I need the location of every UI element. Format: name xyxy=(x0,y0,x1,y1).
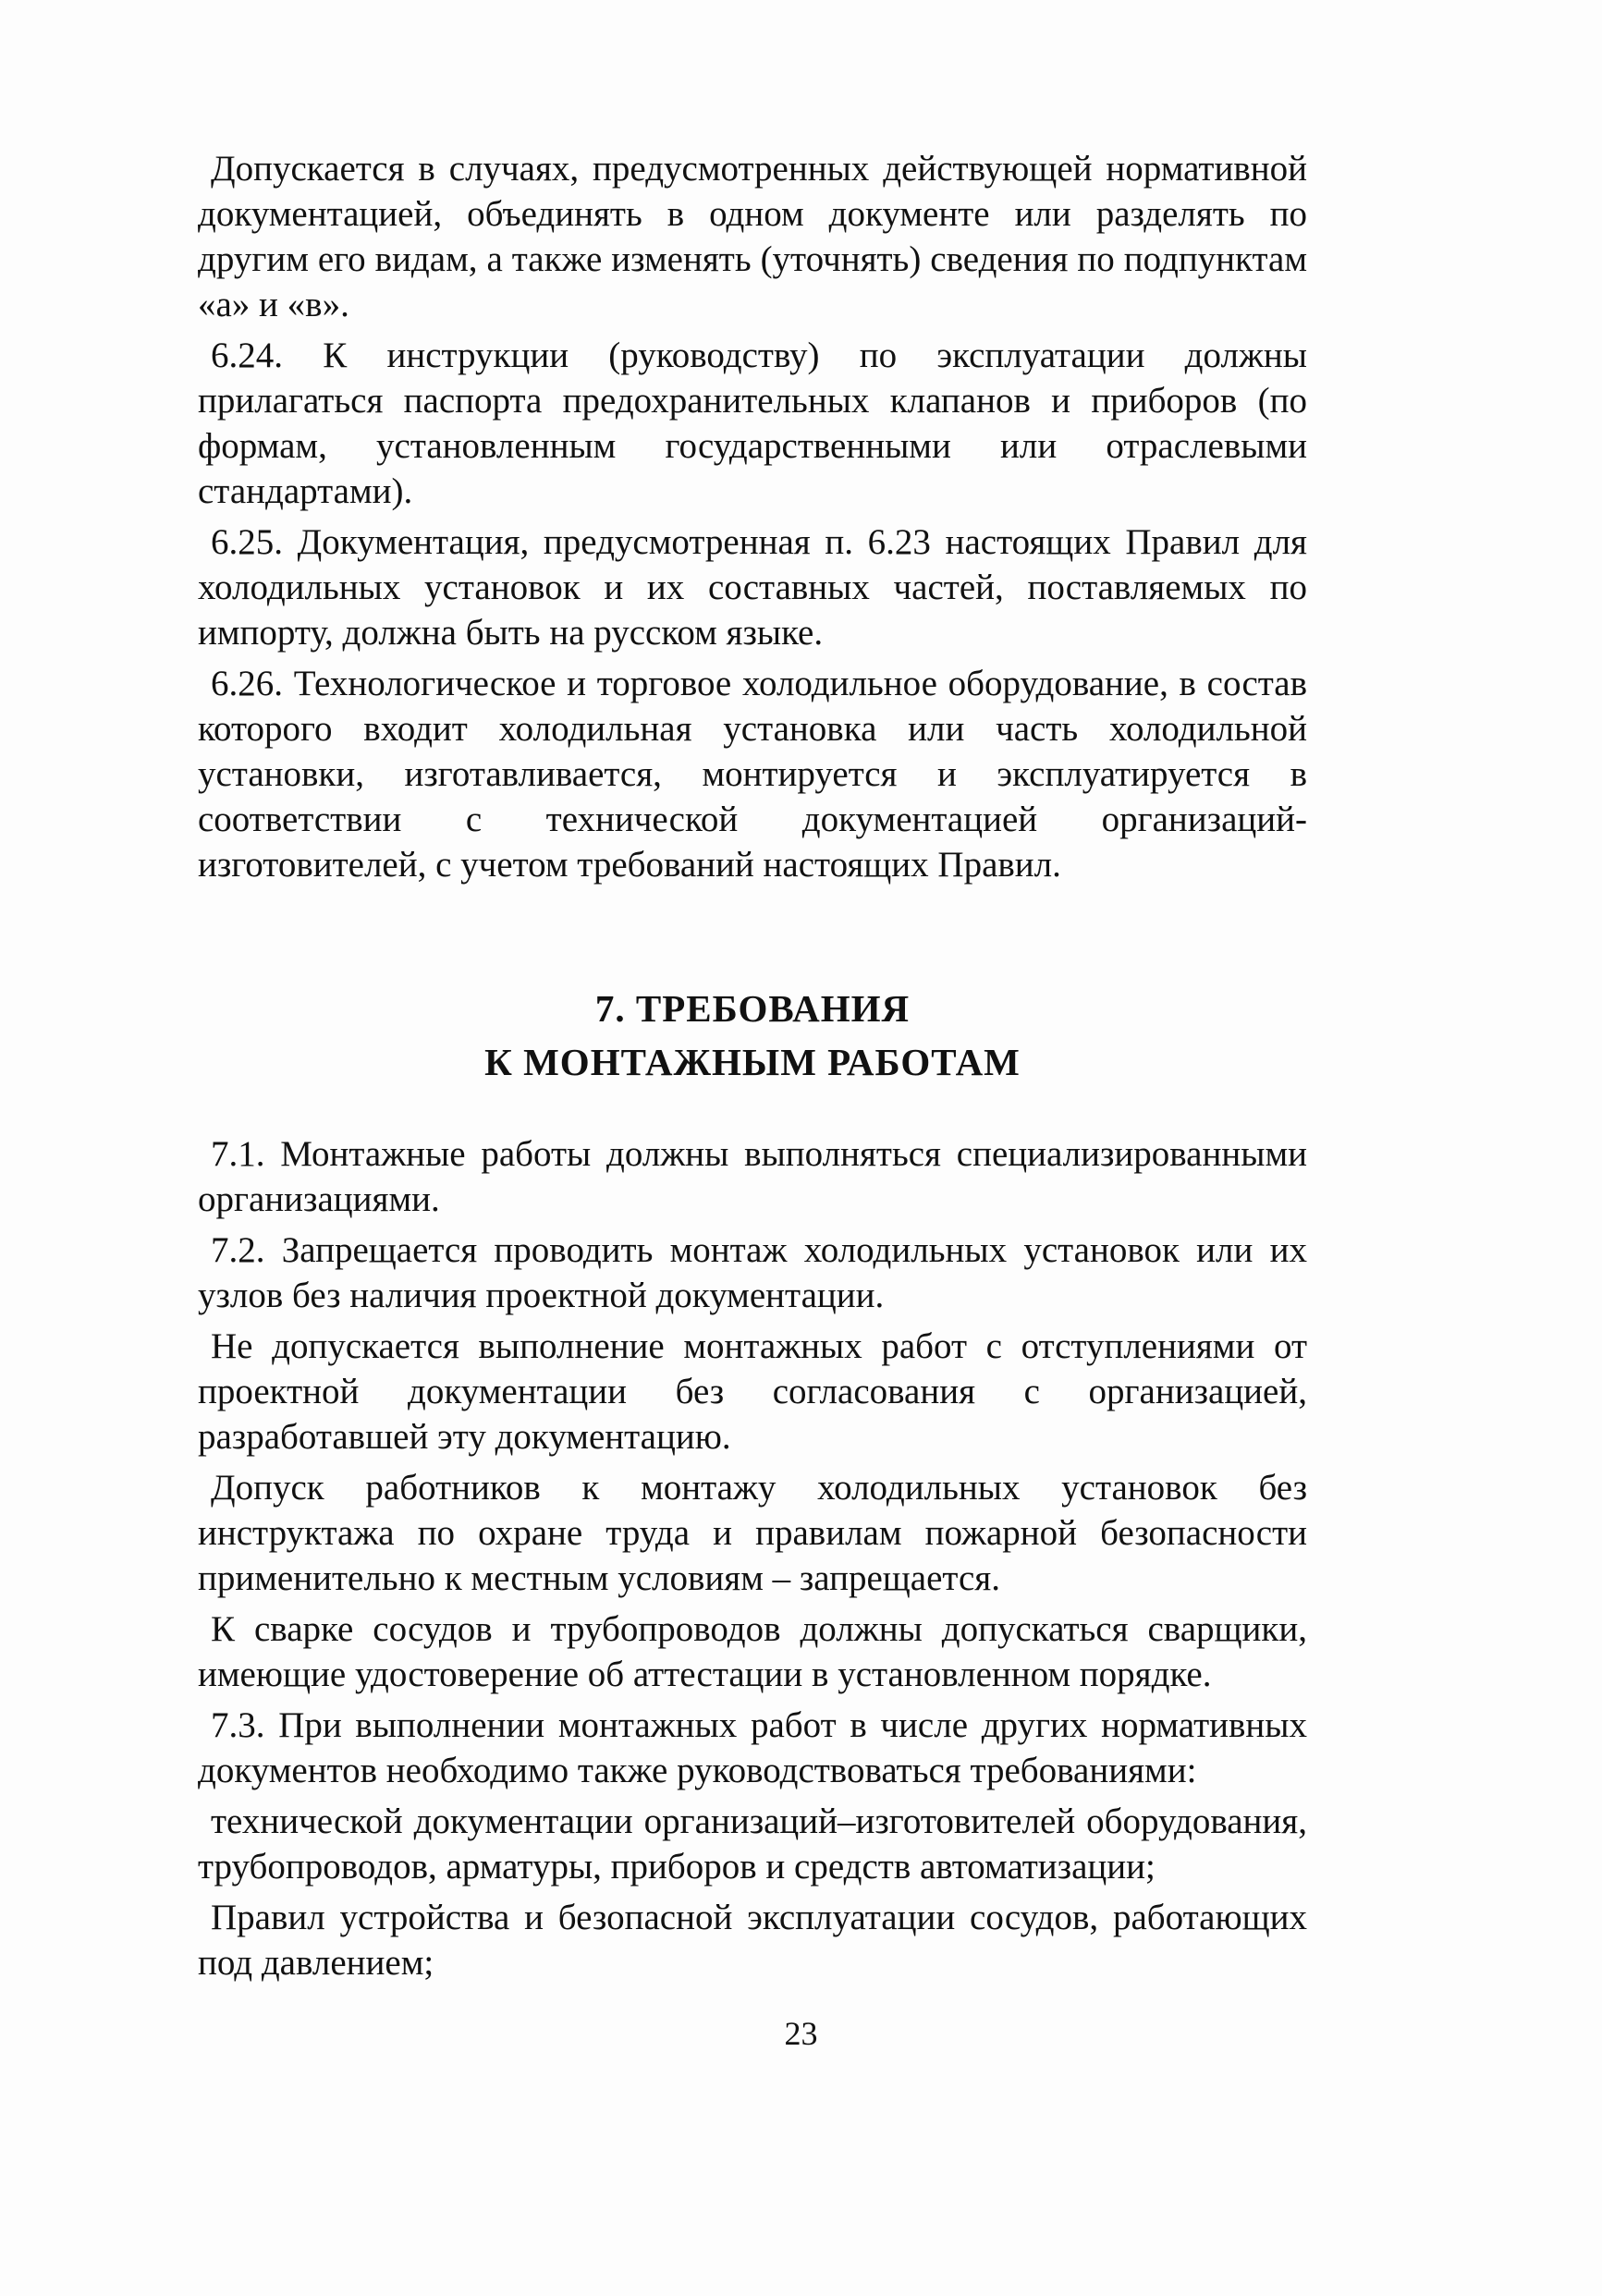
paragraph-pressure-vessels: Правил устройства и безопасной эксплуатации сосудов, работающих под давлением; xyxy=(198,1898,1307,1983)
paragraph-7-2: 7.2. Запрещается проводить монтаж холодильных установок или их узлов без наличия проектной документации. xyxy=(198,1230,1307,1315)
page-content xyxy=(198,146,1307,1991)
paragraph-deviation: Не допускается выполнение монтажных работ с отступлениями от проектной документации без согласования с организацией, разработавшей эту документацию. xyxy=(198,1326,1307,1457)
page-number: 23 xyxy=(784,2015,818,2052)
paragraph-7-1: 7.1. Монтажные работы должны выполняться специализированными организациями. xyxy=(198,1134,1307,1219)
paragraph-7-3: 7.3. При выполнении монтажных работ в числе других нормативных документов необходимо также руководствоваться требованиями: xyxy=(198,1705,1307,1790)
section-heading-line1: 7. ТРЕБОВАНИЯ xyxy=(594,987,911,1030)
paragraph-6-24: 6.24. К инструкции (руководству) по эксплуатации должны прилагаться паспорта предохранительных клапанов и приборов (по формам, установленным государственными или отраслевыми стандартами). xyxy=(198,336,1307,511)
paragraph-6-26: 6.26. Технологическое и торговое холодильное оборудование, в состав которого входит холодильная установка или часть холодильной установки, изготавливается, монтируется и эксплуатируется в соответствии с технической документацией организаций-изготовителей, с учетом требований настоящих Правил. xyxy=(198,664,1307,885)
section-heading-line2: К МОНТАЖНЫМ РАБОТАМ xyxy=(484,1041,1021,1083)
paragraph-briefing: Допуск работников к монтажу холодильных установок без инструктажа по охране труда и правилам пожарной безопасности применительно к местным условиям – запрещается. xyxy=(198,1468,1307,1598)
section-gap xyxy=(198,893,1307,982)
paragraph-welders: К сварке сосудов и трубопроводов должны допускаться сварщики, имеющие удостоверение об аттестации в установленном порядке. xyxy=(198,1609,1307,1694)
paragraph-allowance: Допускается в случаях, предусмотренных действующей нормативной документацией, объединять в одном документе или разделять по другим его видам, а также изменять (уточнять) сведения по подпунктам «а» и «в». xyxy=(198,149,1307,324)
heading-gap xyxy=(198,1089,1307,1131)
paragraph-manufacturer-docs: технической документации организаций–изготовителей оборудования, трубопроводов, арматуры, приборов и средств автоматизации; xyxy=(198,1801,1307,1887)
paragraph-6-25: 6.25. Документация, предусмотренная п. 6.23 настоящих Правил для холодильных установок и их составных частей, поставляемых по импорту, должна быть на русском языке. xyxy=(198,522,1307,653)
